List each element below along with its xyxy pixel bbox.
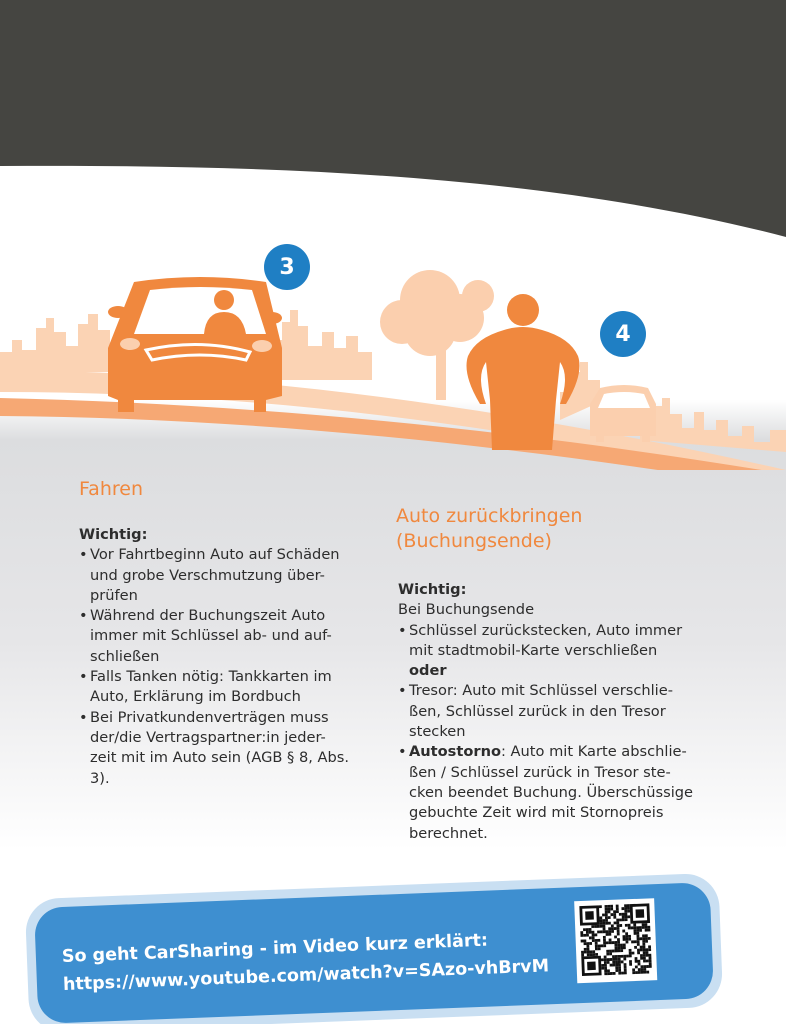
left-subheading: Wichtig: <box>79 526 148 543</box>
line: mit stadtmobil-Karte verschließen <box>409 641 658 659</box>
left-list <box>79 545 369 789</box>
line: gebuchte Zeit wird mit Stornopreis <box>409 804 664 822</box>
line: • Schlüssel zurückstecken, Auto immer <box>409 621 683 639</box>
line: cken beendet Buchung. Überschüssige <box>409 783 694 801</box>
list-item <box>398 621 706 682</box>
list-item <box>398 681 706 742</box>
line: • Falls Tanken nötig: Tankkarten im <box>90 668 332 686</box>
line: 3). <box>90 769 110 787</box>
video-banner[interactable] <box>25 873 724 1024</box>
heading-auto-zurueckbringen <box>396 504 706 554</box>
heading-line: (Buchungsende) <box>396 530 552 552</box>
video-link[interactable]: https://www.youtube.com/watch?v=SAzo-vhBrvM <box>62 956 550 995</box>
line: • Bei Privatkundenverträgen muss <box>90 708 329 726</box>
right-list <box>396 621 706 844</box>
car-small-window <box>598 392 650 408</box>
line: der/die Vertragspartner:in jeder- <box>90 728 326 746</box>
line: immer mit Schlüssel ab- und auf- <box>90 627 332 645</box>
car-headlight-left <box>120 338 140 350</box>
line: berechnet. <box>409 824 488 842</box>
header-illustration <box>0 0 786 470</box>
qr-code-graphic <box>574 898 657 983</box>
line: prüfen <box>90 586 138 604</box>
heading-line: Auto zurückbringen <box>396 505 583 527</box>
line: • Während der Buchungszeit Auto <box>90 607 326 625</box>
line: stecken <box>409 723 466 741</box>
line: Auto, Erklärung im Bordbuch <box>90 688 301 706</box>
list-item <box>79 667 369 708</box>
line: • Vor Fahrtbeginn Auto auf Schäden <box>90 546 340 564</box>
right-intro: Bei Buchungsende <box>398 601 535 619</box>
car-windshield <box>134 287 266 334</box>
autostorno-label: Autostorno <box>409 743 501 761</box>
line: ßen, Schlüssel zurück in den Tresor <box>409 702 666 720</box>
car-headlight-right <box>252 340 272 352</box>
line: und grobe Verschmutzung über- <box>90 566 325 584</box>
line: schließen <box>90 647 160 665</box>
list-item <box>79 545 369 606</box>
list-item <box>398 742 706 843</box>
right-column <box>396 504 706 844</box>
right-subheading: Wichtig: <box>398 581 467 598</box>
step-4-badge: 4 <box>600 311 646 357</box>
list-item <box>79 708 369 789</box>
heading-fahren: Fahren <box>79 478 143 500</box>
line: ßen / Schlüssel zurück in Tresor ste- <box>409 763 671 781</box>
banner-title: So geht CarSharing - im Video kurz erklärt: <box>61 930 489 967</box>
banner-text <box>61 924 549 999</box>
or-label: oder <box>409 662 447 680</box>
dark-header-band <box>0 0 786 237</box>
left-column <box>79 477 369 789</box>
list-item <box>79 606 369 667</box>
qr-code[interactable] <box>574 898 657 983</box>
line <box>409 742 706 762</box>
step-3-badge: 3 <box>264 244 310 290</box>
line: zeit mit im Auto sein (AGB § 8, Abs. <box>90 749 350 767</box>
line: • Tresor: Auto mit Schlüssel verschlie- <box>409 682 673 700</box>
line-text: : Auto mit Karte abschlie- <box>501 743 687 761</box>
